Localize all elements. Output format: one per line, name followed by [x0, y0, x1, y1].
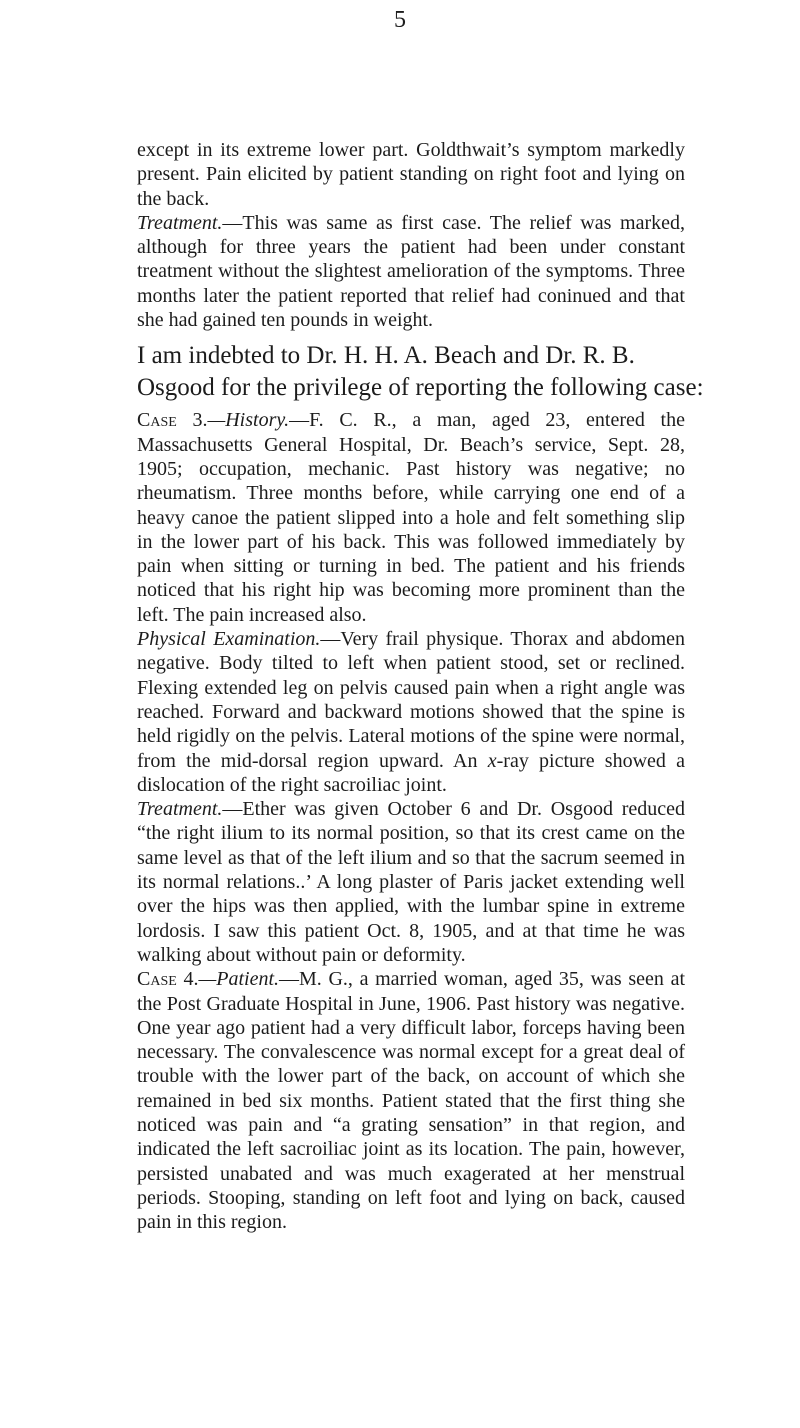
- paragraph-treatment-case-3: [137, 797, 685, 967]
- paragraph-case-4-patient: [137, 967, 685, 1234]
- paragraph-text-tail: -ray picture showed a dislocation of the right sacroiliac joint.: [137, 749, 686, 796]
- section-label: —History.: [207, 409, 290, 432]
- section-label: Physical Examination.: [137, 628, 321, 651]
- heading-line-2: Osgood for the privilege of reporting the following case:: [137, 374, 704, 402]
- paragraph-continuation: [137, 138, 685, 211]
- section-label: Treatment.: [137, 798, 223, 821]
- paragraph-treatment-case-2: [137, 211, 685, 332]
- section-label: —Patient.: [198, 968, 280, 991]
- heading-line-1: I am indebted to Dr. H. H. A. Beach and Dr. R. B.: [137, 342, 635, 370]
- paragraph-text: —This was same as first case. The relief was marked, although for three years the patient had been under constant treatment without the slightest amelioration of the symptoms. Three months later the patient reported that relief had coninued and that she had gained ten pounds in weight.: [137, 211, 685, 332]
- paragraph-case-3-history: [137, 408, 685, 627]
- paragraph-text: —M. G., a married woman, aged 35, was seen at the Post Graduate Hospital in June, 1906. Past history was negative. One year ago patient had a very difficult labor, forceps having been necessary. The convalescence was normal except for a great deal of trouble with the lower part of the back, on account of which she remained in bed six months. Patient stated that the first thing she noticed was pain and “a grating sensation” in that region, and indicated the left sacroiliac joint as its location. The pain, however, persisted unabated and was much exagerated at her menstrual periods. Stooping, standing on left foot and lying on back, caused pain in this region.: [137, 968, 686, 1234]
- page-number: 5: [394, 7, 406, 33]
- case-label: Case 3.: [137, 409, 208, 432]
- paragraph-text: except in its extreme lower part. Goldthwait’s symptom markedly present. Pain elicited by patient standing on right foot and lying on the back.: [137, 139, 685, 210]
- case-label: Case 4.: [137, 968, 199, 991]
- paragraph-text: —F. C. R., a man, aged 23, entered the Massachusetts General Hospital, Dr. Beach’s service, Sept. 28, 1905; occupation, mechanic. Past history was negative; no rheumatism. Three months before, while carrying one end of a heavy canoe the patient slipped into a hole and felt something slip in the lower part of his back. This was followed immediately by pain when sitting or turning in bed. The patient and his friends noticed that his right hip was becoming more prominent than the left. The pain increased also.: [137, 409, 685, 626]
- page-body: [137, 138, 704, 1234]
- section-label: Treatment.: [137, 211, 223, 234]
- acknowledgement-heading: [137, 340, 704, 404]
- paragraph-text: —Very frail physique. Thorax and abdomen negative. Body tilted to left when patient stood, set or reclined. Flexing extended leg on pelvis caused pain when a right angle was reached. Forward and backward motions showed that the spine is held rigidly on the pelvis. Lateral motions of the spine were normal, from the mid-dorsal region upward. An: [137, 628, 685, 772]
- paragraph-physical-examination: [137, 627, 685, 797]
- x-letter: x: [487, 749, 497, 772]
- paragraph-text: —Ether was given October 6 and Dr. Osgood reduced “the right ilium to its normal position, so that its crest came on the same level as that of the left ilium and so that the sacrum seemed in its normal relations..’ A long plaster of Paris jacket extending well over the hips was then applied, with the lumbar spine in extreme lordosis. I saw this patient Oct. 8, 1905, and at that time he was walking about without pain or deformity.: [137, 798, 685, 966]
